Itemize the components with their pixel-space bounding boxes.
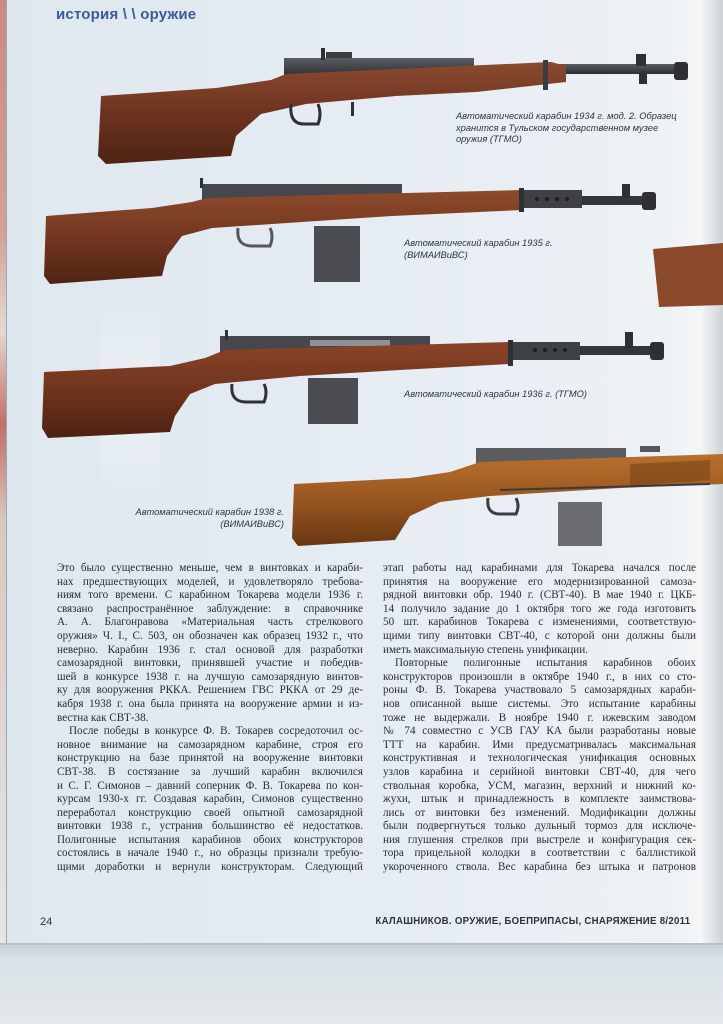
text-line: вестна как СВТ-38. xyxy=(57,711,149,724)
text-line: курсам 1930-х гг. Создавая карабин, Симонов существенно xyxy=(57,793,363,806)
text-line: конструктивная и технологическая унификация основных xyxy=(383,752,696,765)
text-line: и С. Г. Симонов – давний соперник Ф. В. Токарева по кон- xyxy=(57,779,363,792)
scanner-background xyxy=(0,945,723,1024)
text-line: нов описанной выше системы. Это испытание карабины xyxy=(383,697,696,710)
text-line: ТТТ на карабин. Ими предусматривалась максимальная xyxy=(383,738,696,751)
text-line: самозарядной винтовки, принявшей участие и победив- xyxy=(57,657,363,670)
text-line: винтовки 1938 г., устранив большинство её недостатков. xyxy=(57,820,363,833)
text-line: новное внимание на самозарядном карабине, строя его xyxy=(57,738,363,751)
text-line: иметь максимальную степень унификации. xyxy=(383,643,588,656)
text-line: неверно. Карабин 1936 г. стал основой для разработки xyxy=(57,643,363,656)
carbine-1934-photo xyxy=(96,44,723,166)
text-line: оружия» Ч. I., С. 503, он обозначен как образец 1932 г., что xyxy=(57,629,363,642)
text-line: жухи, штык и принадлежность в комплекте заимствова- xyxy=(383,793,696,806)
text-line: СВТ-38. В состязание за лучший карабин включился xyxy=(57,765,363,778)
text-line: конструкцию на базе принятой на вооружение винтовки xyxy=(57,752,363,765)
adjacent-stock-fragment xyxy=(651,243,723,309)
text-line: укороченного ствола. Вес карабина без штыка и патронов xyxy=(383,861,696,874)
text-line: были подвергнуться только дульный тормоз для исключе- xyxy=(383,820,696,833)
text-line: состоялись в начале 1940 г., но образцы признали требую- xyxy=(57,847,363,860)
article-column-left xyxy=(57,562,363,875)
text-line: щими типу винтовки СВТ-40, с которой они должны были xyxy=(383,629,696,642)
page-number: 24 xyxy=(40,916,53,928)
article-column-right xyxy=(383,562,696,875)
text-line: связано распространённое заблуждение: в справочнике xyxy=(57,602,363,615)
text-line: 50 шт. карабинов Токарева с изменениями, соответствую- xyxy=(383,616,696,629)
text-line: ку для вооружения РККА. Решением ГВС РККА от 29 де- xyxy=(57,684,363,697)
text-line: После победы в конкурсе Ф. В. Токарев сосредоточил ос- xyxy=(69,725,363,738)
caption-carbine-1935: Автоматический карабин 1935 г. (ВИМАИВиВС) xyxy=(404,238,553,260)
text-line: ния глушения стрелков при выстреле и конфигурация сек- xyxy=(383,833,696,846)
text-line: кабря 1938 г. она была принята на вооружение армии и из- xyxy=(57,697,363,710)
text-line: А. А. Благонравова «Материальная часть стрелкового xyxy=(57,616,363,629)
carbine-1935-photo xyxy=(42,176,667,288)
page-binding-line xyxy=(6,0,7,945)
text-line: щими доработки и вернули конструкторам. Следующий xyxy=(57,861,363,874)
text-line: № 74 совместно с УСВ ГАУ КА были разработаны новые xyxy=(383,725,696,738)
text-line: конструкторов произошли в октябре 1940 г., в них со сто- xyxy=(383,670,696,683)
caption-carbine-1936: Автоматический карабин 1936 г. (ТГМО) xyxy=(404,389,587,399)
section-header: история \ \ оружие xyxy=(56,6,197,23)
text-line: ниям того времени. С карабином Токарева модели 1936 г. xyxy=(57,589,363,602)
text-line: принятия на вооружение его модернизированной самоза- xyxy=(383,575,696,588)
text-line: узлов карабина и серийной винтовки СВТ-40, для чего xyxy=(383,765,696,778)
carbine-1938-photo xyxy=(290,444,723,550)
text-line: этап работы над карабинами для Токарева начался после xyxy=(383,562,696,574)
text-line: тоже не выдержали. В ноябре 1940 г. ижевским заводом xyxy=(383,711,696,724)
text-line: тора прицельной колодки в соответствии с баллистикой xyxy=(383,847,696,860)
text-line: Это было существенно меньше, чем в винтовках и караби- xyxy=(57,562,363,574)
text-line: лись от винтовки без изменений. Модификации должны xyxy=(383,806,696,819)
caption-carbine-1934: Автоматический карабин 1934 г. мод. 2. Образец хранится в Тульском государственном музее оружия (ТГМО) xyxy=(456,111,677,144)
text-line: ствольная коробка, УСМ, магазин, верхний и нижний ко- xyxy=(383,779,696,792)
text-line: Полигонные испытания карабинов обоих конструкторов xyxy=(57,833,363,846)
text-line: 14 получило задание до 1 октября того же года изготовить xyxy=(383,602,696,615)
text-line: рядной винтовки обр. 1940 г. (СВТ-40). В мае 1940 г. ЦКБ- xyxy=(383,589,696,602)
magazine-title: КАЛАШНИКОВ. ОРУЖИЕ, БОЕПРИПАСЫ, СНАРЯЖЕНИЕ 8/2011 xyxy=(375,915,690,927)
caption-carbine-1938: Автоматический карабин 1938 г. (ВИМАИВиВС) xyxy=(135,507,284,529)
text-line: нах предшествующих моделей, и удовлетворяло требова- xyxy=(57,575,363,588)
carbine-1936-photo xyxy=(40,328,668,440)
text-line: Повторные полигонные испытания карабинов обоих xyxy=(395,657,696,670)
text-line: роны Ф. В. Токарева участвовало 5 самозарядных караби- xyxy=(383,684,696,697)
text-line: переработал конструкцию своей опытной самозарядной xyxy=(57,806,363,819)
text-line: шей в конкурсе 1938 г. на лучшую самозарядную винтов- xyxy=(57,670,363,683)
